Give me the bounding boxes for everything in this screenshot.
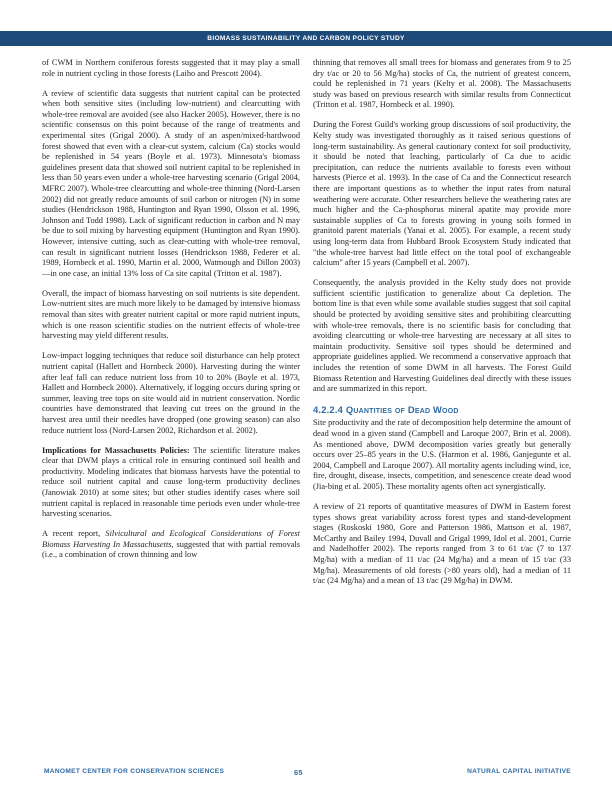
section-number: 4.2.2.4: [313, 404, 344, 416]
paragraph: of CWM in Northern coniferous forests suggested that it may play a small role in nutrient cycling in those forests (Laiho and Prescott 2004).: [42, 58, 300, 78]
paragraph: [42, 446, 300, 520]
paragraph: [42, 529, 300, 561]
paragraph: Overall, the impact of biomass harvesting on soil nutrients is site dependent. Low-nutrient sites are much more likely to be damaged by intensive biomass removal than sites with greater nutrient capital or more rapid nutrient inputs, which is one reason scientific studies on the nutrient effects of whole-tree harvesting may yield different results.: [42, 288, 300, 341]
footer-initiative: NATURAL CAPITAL INITIATIVE: [467, 768, 571, 775]
paragraph: Low-impact logging techniques that reduce soil disturbance can help protect nutrient capital (Hallett and Hornbeck 2000). Harvesting during the winter after leaf fall can reduce nutrient loss from 10 to 20% (Boyle et al. 1973, Hallett and Hornbeck 2000). Alternatively, if logging occurs during spring or summer, leaving tree tops on site would aid in nutrient conservation. Nordic countries have demonstrated that leaving cut trees on the ground in the harvest area until their needles have dropped (one growing season) can also reduce nutrient loss (Nord-Larsen 2002, Richardson et al. 2002).: [42, 351, 300, 435]
running-header-title: BIOMASS SUSTAINABILITY AND CARBON POLICY STUDY: [207, 35, 405, 42]
footer-organization: MANOMET CENTER FOR CONSERVATION SCIENCES: [44, 768, 225, 775]
paragraph-text: , suggested that with partial removals (i.e., a combination of crown thinning and low: [42, 539, 301, 560]
page-number: 65: [294, 768, 303, 777]
paragraph: A review of 21 reports of quantitative measures of DWM in Eastern forest types shows great variability across forest types and stand-development stages (Roskoski 1980, Gore and Patterson 1986, Mattson et al. 1987, McCarthy and Bailey 1994, Duvall and Grigal 1999, Idol et al. 2001, Currie and Nadelhoffer 2002). The reports ranged from 3 to 61 t/ac (7 to 137 Mg/ha) with a median of 11 t/ac (24 Mg/ha) and a mean of 15 t/ac (33 Mg/ha). Measurements of old forests (>80 years old), had a median of 11 t/ac (24 Mg/ha) and a mean of 13 t/ac (29 Mg/ha) in DWM.: [313, 501, 571, 586]
paragraph: During the Forest Guild's working group discussions of soil productivity, the Kelty study was investigated thoroughly as it raised serious questions of long-term sustainability. As general cautionary context for soil productivity, it should be noted that leaching, particularly of Ca due to acidic precipitation, can reduce the nutrients available to forests even without harvests (Pierce et al. 1993). In the case of Ca and the Connecticut research there are important questions as to whether the input rates from natural weathering were accurate. Other researchers believe the weathering rates are much higher and the Ca-phosphorus mineral apatite may provide more sustainable supplies of Ca to forests growing in young soils formed in granitoid parent materials (Yanai et al. 2005). For example, a recent study using long-term data from Hubbard Brook Ecosystem Study indicated that "the whole-tree harvest had little effect on the total pool of exchangeable calcium" after 15 years (Campbell et al. 2007).: [313, 120, 571, 268]
right-column: [313, 58, 571, 596]
paragraph-body: The scientific literature makes clear that DWM plays a critical role in ensuring continued soil health and productivity. Modeling indicates that biomass harvests have the potential to reduce soil nutrient capital and cause long-term productivity declines (Janowiak 2010) at some sites; but other studies identify cases where soil nutrient capital is replaced in reasonable time periods even under whole-tree harvesting scenarios.: [42, 445, 300, 519]
report-title: Silvicultural and Ecological Considerations of Forest Biomass Harvesting In Massachusetts: [42, 529, 300, 549]
paragraph: Consequently, the analysis provided in the Kelty study does not provide sufficient scientific justification to generalize about Ca depletion. The bottom line is that even while some available studies suggest that soil capital should be protected by avoiding sensitive sites and prohibiting clearcutting with whole-tree removals, there is no scientific basis for concluding that avoiding clearcutting or whole-tree harvesting are necessary at all sites to maintain productivity. Sensitive soil types should be determined and appropriate guidelines applied. We recommend a conservative approach that includes the retention of some DWM in all harvests. The Forest Guild Biomass Retention and Harvesting Guidelines deal directly with these issues and are summarized in this report.: [313, 278, 571, 394]
policy-implications-lead: Implications for Massachusetts Policies:: [42, 445, 190, 455]
section-heading: [313, 404, 571, 416]
paragraph: Site productivity and the rate of decomposition help determine the amount of dead wood in a given stand (Campbell and Laroque 2007, Brin et al. 2008). As mentioned above, DWM decomposition varies greatly but generally occurs over 25–85 years in the U.S. (Harmon et al. 1986, Ganjegunte et al. 2004, Campbell and Laroque 2007). All mortality agents including wind, ice, fire, drought, disease, insects, competition, and senescence create dead wood (Jia-bing et al. 2005). These mortality agents often act synergistically.: [313, 418, 571, 491]
paragraph-text: A recent report,: [42, 529, 106, 539]
left-column: [42, 58, 300, 571]
paragraph: A review of scientific data suggests that nutrient capital can be protected when both sensitive sites (including low-nutrient) and clearcutting with whole-tree removal are avoided (see also Hacker 2005). However, there is no scientific consensus on this point because of the range of treatments and experimental sites (Grigal 2000). A study of an aspen/mixed-hardwood forest showed that even with a clear-cut system, calcium (Ca) stocks would be replenished in 54 years (Boyle et al. 1973). Minnesota's biomass guidelines present data that showed soil nutrient capital to be replenished in less than 50 years even under a whole-tree harvesting scenario (Grigal 2004, MFRC 2007). Whole-tree clearcutting and whole-tree thinning (Nord-Larsen 2002) did not greatly reduce amounts of soil carbon or nitrogen (N) in some studies (Hendrickson 1988, Huntington and Ryan 1990, Olsson et al. 1996, Johnson and Todd 1998). Lack of significant reduction in carbon and N may be due to soil mixing by harvesting equipment (Huntington and Ryan 1990). However, intensive cutting, such as clear-cutting with whole-tree removal, can result in significant nutrient losses (Hendrickson 1988, Federer et al. 1989, Hornbeck et al. 1990, Martin et al. 2000, Watmough and Dillon 2003)—in one case, an initial 13% loss of Ca site capital (Tritton et al. 1987).: [42, 88, 300, 278]
section-title: Quantities of Dead Wood: [345, 404, 459, 416]
paragraph: thinning that removes all small trees for biomass and generates from 9 to 25 dry t/ac or 20 to 56 Mg/ha) stocks of Ca, the nutrient of greatest concern, could be replenished in 71 years (Kelty et al. 2008). The Massachusetts study was based on previous research with similar results from Connecticut (Tritton et al. 1987, Hornbeck et al. 1990).: [313, 58, 571, 110]
